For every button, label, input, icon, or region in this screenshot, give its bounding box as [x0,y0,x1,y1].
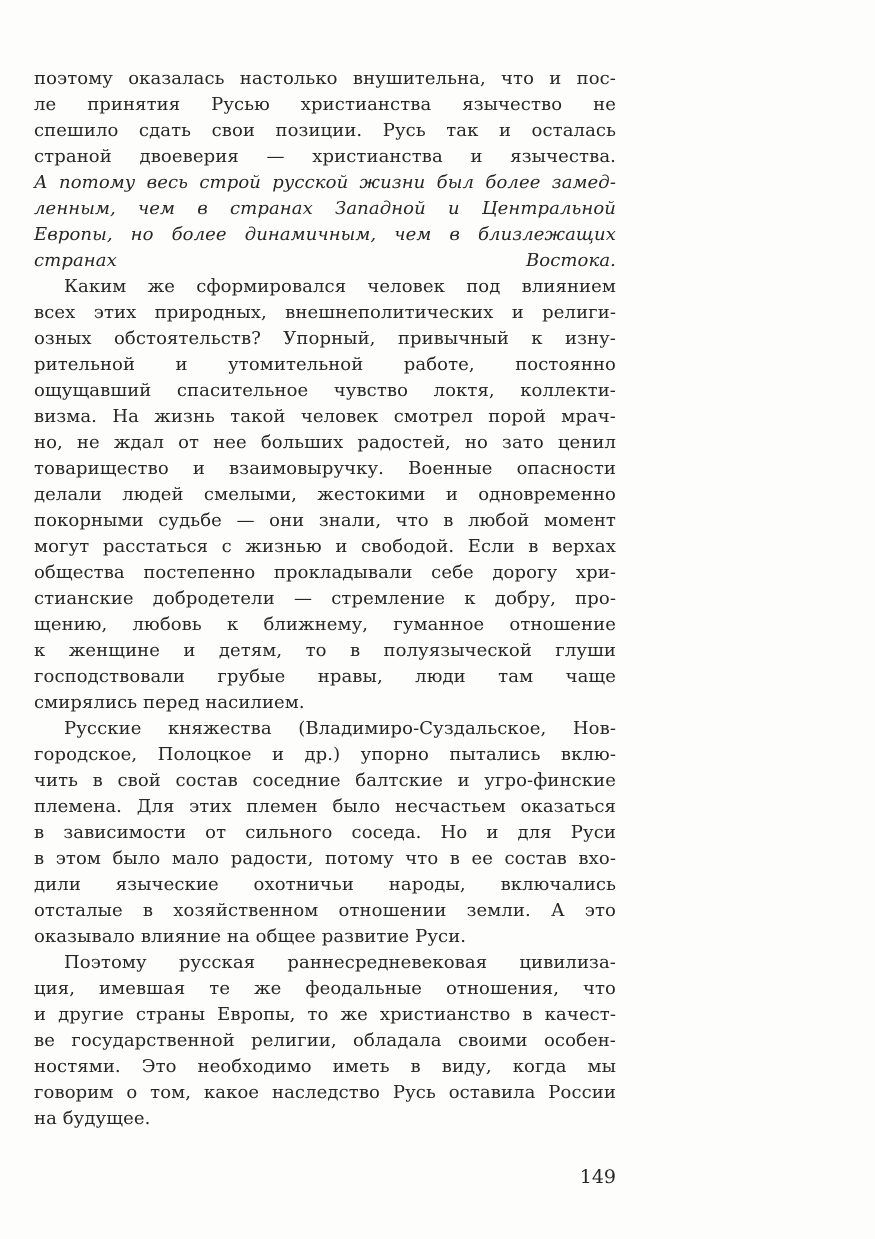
paragraph [34,716,616,950]
text-line: всех этих природных, внешнеполитических и религи- [34,302,616,323]
paragraph [34,950,616,1132]
text-line: отсталые в хозяйственном отношении земли. А это [34,900,616,921]
text-line: страной двоеверия — христианства и язычества. [34,146,616,167]
text-line: господствовали грубые нравы, люди там чаще [34,666,616,687]
text-line: дили языческие охотничьи народы, включались [34,874,616,895]
text-line: ощущавший спасительное чувство локтя, коллекти- [34,380,616,401]
text-line: Каким же сформировался человек под влиянием [64,276,616,297]
text-line: в этом было мало радости, потому что в ее состав вхо- [34,848,616,869]
text-line: щению, любовь к ближнему, гуманное отношение [34,614,616,635]
text-line: озных обстоятельств? Упорный, привычный к изну- [34,328,616,349]
text-line: говорим о том, какое наследство Русь оставила России [34,1082,616,1103]
text-line: но, не ждал от нее больших радостей, но зато ценил [34,432,616,453]
text-line: Поэтому русская раннесредневековая цивилиза- [64,952,616,973]
text-line: ленным, чем в странах Западной и Центральной [34,198,616,219]
text-line: А потому весь строй русской жизни был более замед- [34,172,616,193]
text-line: могут расстаться с жизнью и свободой. Если в верхах [34,536,616,557]
text-line: к женщине и детям, то в полуязыческой глуши [34,640,616,661]
text-line: в зависимости от сильного соседа. Но и для Руси [34,822,616,843]
text-line: ция, имевшая те же феодальные отношения, что [34,978,616,999]
text-line: поэтому оказалась настолько внушительна, что и пос- [34,68,616,89]
text-line: Русские княжества (Владимиро-Суздальское, Нов- [64,718,616,739]
text-line: ностями. Это необходимо иметь в виду, когда мы [34,1056,616,1077]
text-line: странах Востока. [34,250,616,271]
text-line: на будущее. [34,1108,151,1129]
text-line: племена. Для этих племен было несчастьем оказаться [34,796,616,817]
text-line: и другие страны Европы, то же христианство в качест- [34,1004,616,1025]
text-line: делали людей смелыми, жестокими и одновременно [34,484,616,505]
text-line: смирялись перед насилием. [34,692,305,713]
text-line: покорными судьбе — они знали, что в любой момент [34,510,616,531]
text-line: спешило сдать свои позиции. Русь так и осталась [34,120,616,141]
text-line: городское, Полоцкое и др.) упорно пытались вклю- [34,744,616,765]
text-line: стианские добродетели — стремление к добру, про- [34,588,616,609]
page-number: 149 [579,1166,616,1188]
text-line: визма. На жизнь такой человек смотрел порой мрач- [34,406,616,427]
text-line: товарищество и взаимовыручку. Военные опасности [34,458,616,479]
paragraph [34,274,616,716]
body-text [34,66,616,1132]
text-line: Европы, но более динамичным, чем в близлежащих [34,224,616,245]
text-line: общества постепенно прокладывали себе дорогу хри- [34,562,616,583]
text-line: ве государственной религии, обладала своими особен- [34,1030,616,1051]
text-line: ле принятия Русью христианства язычество не [34,94,616,115]
paragraph [34,66,616,274]
text-line: чить в свой состав соседние балтские и угро-финские [34,770,616,791]
text-line: рительной и утомительной работе, постоянно [34,354,616,375]
text-line: оказывало влияние на общее развитие Руси. [34,926,467,947]
